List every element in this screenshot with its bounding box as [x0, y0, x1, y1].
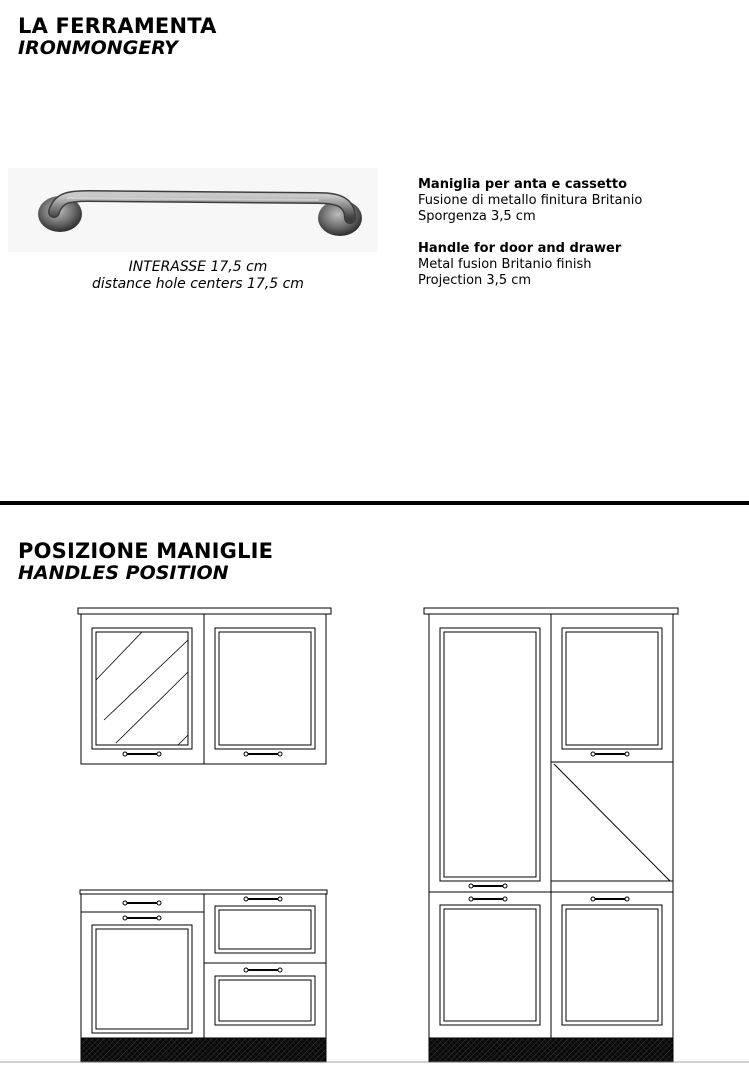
- section-ironmongery-title: LA FERRAMENTA: [18, 14, 217, 38]
- base-unit-handle-top-drawer: [123, 901, 161, 905]
- handle-projection-italian: Sporgenza 3,5 cm: [418, 209, 536, 224]
- wall-unit-handle-left: [123, 752, 161, 756]
- tall-unit-handle-lower-right: [591, 897, 629, 901]
- section-handles-position-subtitle: HANDLES POSITION: [18, 562, 229, 584]
- kitchen-elevation-drawing: [0, 600, 749, 1070]
- base-unit-handle-door: [123, 916, 161, 920]
- handle-material-english: Metal fusion Britanio finish: [418, 257, 592, 272]
- handle-title-italian: Maniglia per anta e cassetto: [418, 177, 628, 192]
- handle-material-italian: Fusione di metallo finitura Britanio: [418, 193, 643, 208]
- wall-unit-handle-right: [244, 752, 282, 756]
- handle-photo: [8, 168, 378, 252]
- handle-description-english: [418, 241, 621, 289]
- tall-unit: [424, 608, 678, 1062]
- section-ironmongery-subtitle: IRONMONGERY: [18, 37, 178, 59]
- base-unit-handle-drawer-2: [244, 968, 282, 972]
- tall-unit-handle-tall-door: [469, 884, 507, 888]
- tall-unit-handle-upper-right: [591, 752, 629, 756]
- handle-caption-distance: distance hole centers 17,5 cm: [92, 276, 304, 292]
- handle-caption-interasse: INTERASSE 17,5 cm: [128, 259, 268, 275]
- base-unit-handle-drawer-1: [244, 897, 282, 901]
- section-handles-position-title: POSIZIONE MANIGLIE: [18, 539, 274, 563]
- tall-unit-handle-lower-left: [469, 897, 507, 901]
- base-unit: [80, 890, 327, 1062]
- handle-projection-english: Projection 3,5 cm: [418, 273, 532, 288]
- section-divider: [0, 501, 749, 505]
- handle-description-italian: [418, 177, 642, 225]
- wall-unit: [78, 608, 331, 764]
- handle-title-english: Handle for door and drawer: [418, 241, 622, 256]
